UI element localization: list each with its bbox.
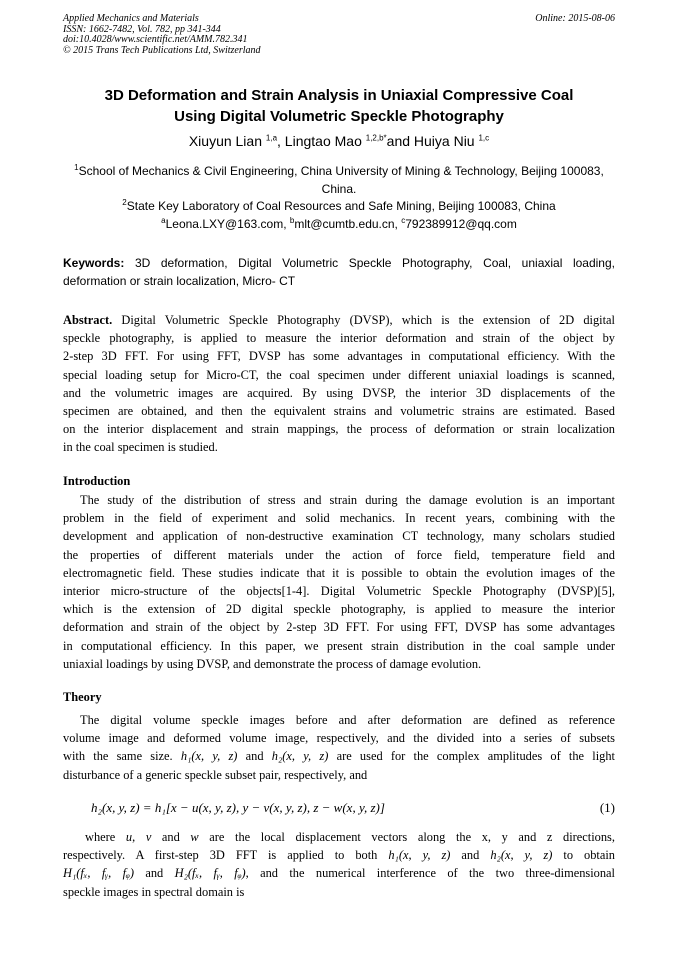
author-2: , Lingtao Mao (277, 133, 362, 149)
email-c-sup: c (401, 216, 406, 225)
email-a: Leona.LXY@163.com, (165, 217, 290, 231)
H1-expression: H₁(fₓ, fᵧ, fᵩ) (63, 866, 134, 881)
intro-line: in computational efficiency. In this paper, we present strain distribution in the coal sample under (63, 638, 615, 653)
introduction-heading: Introduction (63, 474, 131, 488)
journal-name: Applied Mechanics and Materials (63, 13, 199, 24)
h2-expression: h₂(x, y, z) (490, 848, 553, 863)
abstract-line: special loading setup for Micro-CT, the coal specimen under different uniaxial loadings is scanned, (63, 367, 615, 382)
email-b: mlt@cumtb.edu.cn, (294, 217, 402, 231)
email-b-sup: b (289, 216, 295, 225)
title-line-1: 3D Deformation and Strain Analysis in Uniaxial Compressive Coal (104, 87, 574, 104)
intro-line: interior micro-structure of the objects[1-4]. Digital Volumetric Speckle Photography (DVSP)[5], (63, 584, 615, 599)
theory-line: volume image and deformed volume image, respectively, and the divided into a series of subsets (63, 731, 615, 746)
intro-line: development and application of non-destructive examination CT technology, many scholars studied (63, 529, 615, 544)
w-symbol: w (190, 830, 199, 844)
abstract-line (63, 311, 615, 329)
theory-text: and (161, 830, 180, 844)
author-2-sup: 1,2,b* (365, 133, 387, 143)
doi-line: doi:10.4028/www.scientific.net/AMM.782.341 (63, 34, 248, 45)
keywords-line-2: deformation or strain localization, Micro- CT (63, 274, 296, 288)
keywords-label: Keywords: (63, 256, 125, 270)
affiliation-1-sup: 1 (74, 163, 79, 172)
theory-line (63, 846, 615, 864)
email-c: 792389912@qq.com (405, 217, 517, 231)
author-1-sup: 1,a (265, 133, 278, 143)
email-a-sup: a (161, 216, 166, 225)
theory-text: and (245, 749, 264, 764)
keywords-text-1: 3D deformation, Digital Volumetric Speckle Photography, Coal, uniaxial loading, (134, 256, 615, 270)
equation-body: h₂(x, y, z) = h₁[x − u(x, y, z), y − v(x, y, z), z − w(x, y, z)] (91, 800, 385, 815)
theory-text: , and the numerical interference of the two three-dimensional (245, 866, 615, 881)
theory-text: where (85, 830, 116, 844)
journal-header (63, 14, 615, 56)
abstract-label: Abstract. (63, 313, 113, 327)
theory-paragraph-1 (63, 711, 615, 784)
intro-line: deformation and strain of the object by 2-step 3D FFT. For using FFT, DVSP has some advantages (63, 620, 615, 635)
email-line (63, 216, 615, 234)
theory-paragraph-2 (63, 828, 615, 901)
paper-title (63, 85, 615, 127)
affiliation-1-line-1: School of Mechanics & Civil Engineering, China University of Mining & Technology, Beijing 100083, (78, 164, 604, 178)
theory-heading: Theory (63, 690, 102, 704)
theory-text: are the local displacement vectors along the x, y and z directions, (209, 830, 615, 844)
introduction-paragraph (63, 491, 615, 673)
h2-expression: h₂(x, y, z) (271, 749, 329, 764)
intro-line: problem in the field of experiment and solid mechanics. In recent years, combining with the (63, 511, 615, 526)
issn-line: ISSN: 1662-7482, Vol. 782, pp 341-344 (63, 23, 221, 35)
abstract-line: 2-step 3D FFT. For using FFT, DVSP has some advantages in computational efficiency. With the (63, 349, 615, 364)
affiliation-2 (63, 198, 615, 216)
abstract-block (63, 311, 615, 457)
online-date: Online: 2015-08-06 (535, 13, 615, 24)
affiliation-2-text: State Key Laboratory of Coal Resources and Safe Mining, Beijing 100083, China (126, 199, 556, 213)
abstract-line: speckle photography, is applied to measure the interior deformation and strain of the object by (63, 331, 615, 346)
title-line-2: Using Digital Volumetric Speckle Photography (174, 108, 504, 125)
abstract-line: and the volumetric images are acquired. By using DVSP, the interior 3D displacements of the (63, 385, 615, 400)
author-list (63, 133, 615, 149)
theory-line: speckle images in spectral domain is (63, 884, 245, 899)
intro-line: electromagnetic field. These studies indicate that it is possible to obtain the evolution images of the (63, 565, 615, 580)
theory-text: and (461, 848, 480, 863)
abstract-line-text: Digital Volumetric Speckle Photography (DVSP), which is the extension of 2D digital (121, 313, 615, 327)
intro-line: the properties of different materials under the action of force field, temperature field and (63, 547, 615, 562)
affiliation-2-sup: 2 (122, 198, 127, 207)
keywords-line-1 (63, 254, 615, 272)
theory-line: The digital volume speckle images before and after deformation are defined as reference (80, 713, 615, 727)
equation-number: (1) (599, 800, 615, 815)
copyright-line: © 2015 Trans Tech Publications Ltd, Switzerland (63, 44, 261, 56)
theory-text: , (132, 830, 136, 844)
theory-text: to obtain (563, 848, 615, 863)
h1-expression: h₁(x, y, z) (180, 749, 238, 764)
theory-line (63, 828, 615, 846)
h1-expression: h₁(x, y, z) (388, 848, 451, 863)
intro-line: The study of the distribution of stress and strain during the damage evolution is an important (80, 493, 615, 507)
author-1: Xiuyun Lian (188, 133, 262, 149)
theory-line: disturbance of a generic speckle subset pair, respectively, and (63, 767, 368, 782)
affiliation-1 (63, 163, 615, 198)
u-symbol: u (125, 830, 133, 844)
equation-1 (63, 800, 615, 816)
keywords-block (63, 254, 615, 290)
abstract-line: specimen are obtained, and then the equivalent strains and volumetric strains are estimated. Based (63, 404, 615, 419)
theory-text: with the same size. (63, 749, 173, 764)
affiliation-1-line-2: China. (321, 181, 357, 196)
theory-text: are used for the complex amplitudes of the light (336, 749, 615, 764)
H2-expression: H₂(fₓ, fᵧ, fᵩ) (174, 866, 246, 881)
theory-text: respectively. A first-step 3D FFT is applied to both (63, 848, 378, 863)
abstract-line: in the coal specimen is studied. (63, 440, 218, 455)
theory-text: and (145, 866, 164, 881)
author-3-sup: 1,c (478, 133, 490, 143)
author-3: and Huiya Niu (386, 133, 475, 149)
intro-line: which is the extension of 2D digital speckle photography, is applied to measure the interior (63, 602, 615, 617)
abstract-line: on the interior displacement and strain mappings, the process of deformation or strain localization (63, 422, 615, 437)
intro-line: uniaxial loadings by using DVSP, and demonstrate the process of damage evolution. (63, 656, 482, 671)
theory-line (63, 747, 615, 765)
v-symbol: v (145, 830, 152, 844)
theory-line (63, 864, 615, 882)
